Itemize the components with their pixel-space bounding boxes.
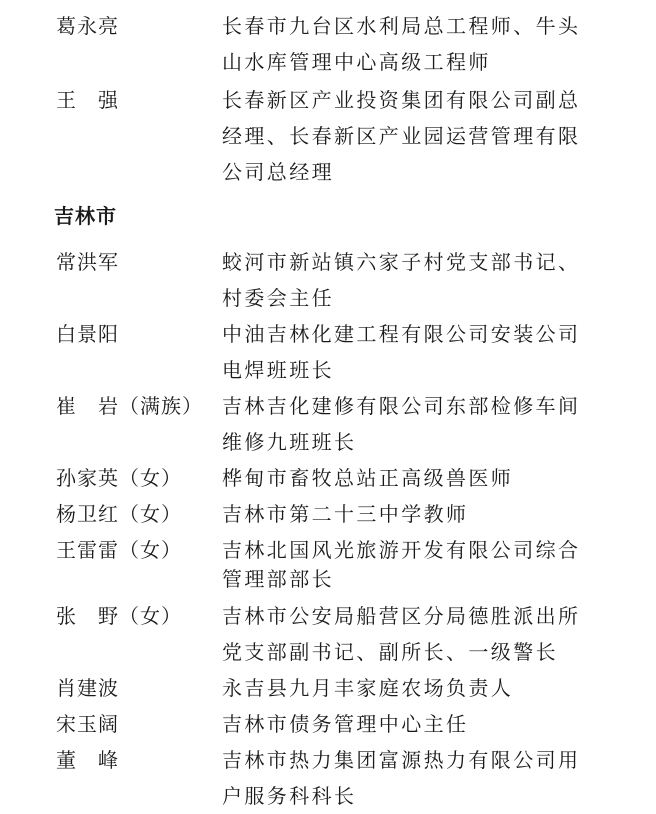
person-title [222, 82, 582, 190]
title-line: 中油吉林化建工程有限公司安装公司 [222, 322, 581, 346]
person-name: 王雷雷（女） [56, 538, 182, 562]
title-line: 蛟河市新站镇六家子村党支部书记、 [222, 250, 581, 274]
title-line: 桦甸市畜牧总站正高级兽医师 [222, 466, 514, 490]
title-line: 吉林市第二十三中学教师 [222, 502, 469, 526]
person-title [222, 496, 582, 532]
person-name: 肖建波 [56, 676, 119, 700]
title-line: 管理部部长 [222, 567, 334, 591]
title-line: 长春市九台区水利局总工程师、牛头 [222, 14, 581, 38]
person-name: 杨卫红（女） [56, 502, 182, 526]
title-line: 维修九班班长 [222, 430, 357, 454]
title-line: 吉林市热力集团富源热力有限公司用 [222, 748, 581, 772]
person-title [222, 670, 582, 706]
title-line: 长春新区产业投资集团有限公司副总 [222, 88, 581, 112]
person-name: 宋玉阔 [56, 712, 119, 736]
person-name: 孙家英（女） [56, 466, 182, 490]
person-name: 董 峰 [56, 748, 119, 772]
person-title [222, 706, 582, 742]
title-line: 永吉县九月丰家庭农场负责人 [222, 676, 514, 700]
person-name: 葛永亮 [56, 14, 119, 38]
person-title [222, 460, 582, 496]
title-line: 吉林市债务管理中心主任 [222, 712, 469, 736]
title-line: 吉林北国风光旅游开发有限公司综合 [222, 538, 581, 562]
person-name: 崔 岩（满族） [56, 394, 203, 418]
person-title [222, 742, 582, 814]
person-name: 王 强 [56, 88, 119, 112]
person-title [222, 388, 582, 460]
title-line: 吉林吉化建修有限公司东部检修车间 [222, 394, 581, 418]
person-name: 常洪军 [56, 250, 119, 274]
title-line: 电焊班班长 [222, 358, 334, 382]
person-title [222, 8, 582, 80]
person-name: 张 野（女） [56, 604, 182, 628]
title-line: 吉林市公安局船营区分局德胜派出所 [222, 604, 581, 628]
title-line: 村委会主任 [222, 286, 334, 310]
person-title [222, 316, 582, 388]
title-line: 经理、长春新区产业园运营管理有限 [222, 124, 581, 148]
person-title [222, 532, 582, 590]
title-line: 公司总经理 [222, 160, 334, 184]
person-title [222, 598, 582, 670]
person-title [222, 244, 582, 316]
title-line: 户服务科科长 [222, 784, 357, 808]
section-heading: 吉林市 [54, 204, 117, 228]
title-line: 山水库管理中心高级工程师 [222, 50, 491, 74]
person-name: 白景阳 [56, 322, 119, 346]
title-line: 党支部副书记、副所长、一级警长 [222, 640, 558, 664]
